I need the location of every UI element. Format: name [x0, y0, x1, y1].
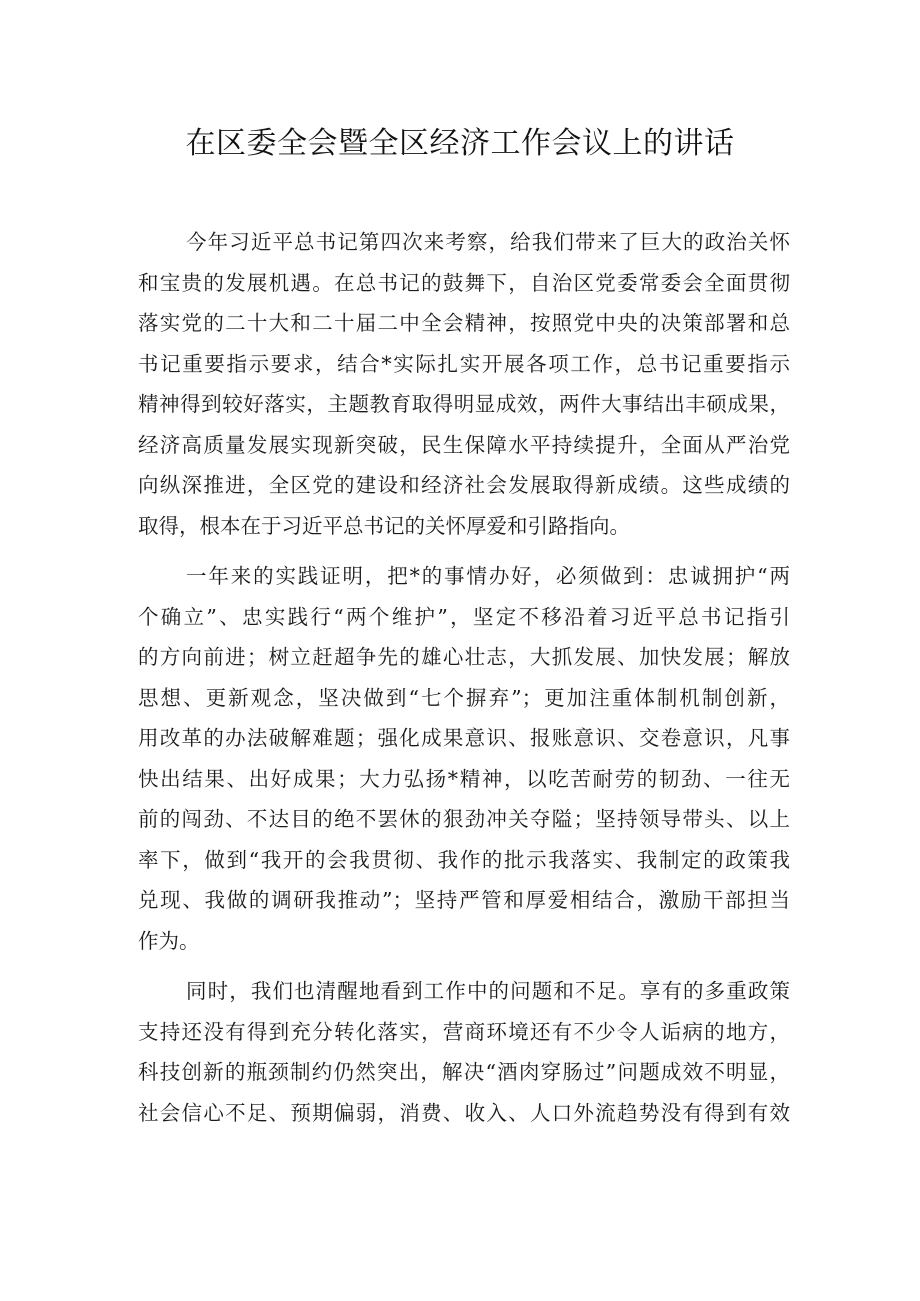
paragraph-line: 用改革的办法破解难题；强化成果意识、报账意识、交卷意识，凡事 [138, 726, 790, 750]
paragraph-line: 的方向前进；树立赶超争先的雄心壮志，大抓发展、加快发展；解放 [138, 645, 790, 669]
paragraph-line: 社会信心不足、预期偏弱，消费、收入、人口外流趋势没有得到有效 [138, 1100, 790, 1125]
paragraph-line: 科技创新的瓶颈制约仍然突出，解决“酒肉穿肠过”问题成效不明显， [138, 1060, 790, 1084]
document-title: 在区委全会暨全区经济工作会议上的讲话 [185, 126, 735, 161]
paragraph-line: 和宝贵的发展机遇。在总书记的鼓舞下，自治区党委常委会全面贯彻 [138, 270, 790, 295]
paragraph-spacer [138, 546, 790, 556]
paragraph-1 [138, 222, 790, 546]
paragraph-line: 经济高质量发展实现新突破，民生保障水平持续提升，全面从严治党 [138, 432, 790, 457]
paragraph-2 [138, 556, 790, 961]
paragraph-line: 个确立”、忠实践行“两个维护”，坚定不移沿着习近平总书记指引 [138, 604, 790, 629]
paragraph-line: 精神得到较好落实，主题教育取得明显成效，两件大事结出丰硕成果， [138, 392, 790, 416]
paragraph-3 [138, 971, 790, 1133]
paragraph-line: 快出结果、出好成果；大力弘扬*精神，以吃苦耐劳的韧劲、一往无 [138, 766, 790, 791]
paragraph-line: 支持还没有得到充分转化落实，营商环境还有不少令人诟病的地方， [138, 1019, 790, 1044]
paragraph-line: 书记重要指示要求，结合*实际扎实开展各项工作，总书记重要指示 [138, 351, 790, 376]
paragraph-line: 兑现、我做的调研我推动”；坚持严管和厚爱相结合，激励干部担当 [138, 888, 790, 912]
paragraph-line: 向纵深推进，全区党的建设和经济社会发展取得新成绩。这些成绩的 [138, 473, 790, 497]
paragraph-line: 一年来的实践证明，把*的事情办好，必须做到：忠诚拥护“两 [186, 564, 790, 588]
paragraph-line: 作为。 [138, 928, 200, 953]
paragraph-line: 率下，做到“我开的会我贯彻、我作的批示我落实、我制定的政策我 [138, 847, 790, 872]
paragraph-line: 落实党的二十大和二十届二中全会精神，按照党中央的决策部署和总 [138, 311, 790, 335]
paragraph-line: 前的闯劲、不达目的绝不罢休的狠劲冲关夺隘；坚持领导带头、以上 [138, 807, 790, 831]
paragraph-spacer [138, 961, 790, 971]
document-body [138, 222, 790, 1133]
paragraph-line: 同时，我们也清醒地看到工作中的问题和不足。享有的多重政策 [186, 979, 790, 1003]
paragraph-line: 思想、更新观念，坚决做到“七个摒弃”；更加注重体制机制创新， [138, 685, 790, 710]
paragraph-line: 今年习近平总书记第四次来考察，给我们带来了巨大的政治关怀 [186, 230, 790, 254]
paragraph-line: 取得，根本在于习近平总书记的关怀厚爱和引路指向。 [138, 513, 630, 538]
